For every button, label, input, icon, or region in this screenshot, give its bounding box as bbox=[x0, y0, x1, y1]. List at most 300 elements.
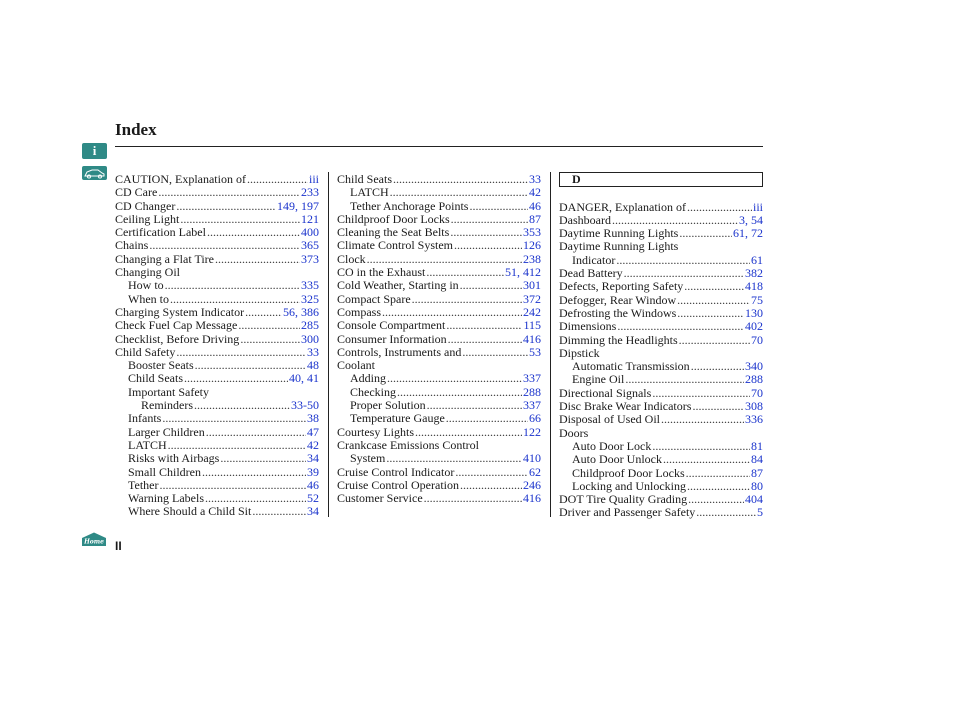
index-entry-term: Defogger, Rear Window bbox=[559, 292, 677, 307]
index-entry-term: Small Children bbox=[128, 464, 201, 479]
index-entry-term: Tether Anchorage Points bbox=[350, 198, 469, 213]
index-entry-term: Cruise Control Indicator bbox=[337, 464, 455, 479]
index-entry-page-link[interactable]: 337 bbox=[523, 371, 541, 386]
leader-dots bbox=[247, 173, 308, 186]
index-entry[interactable] bbox=[337, 399, 541, 412]
index-entry-term: Temperature Gauge bbox=[350, 411, 445, 426]
index-entry-term: Defrosting the Windows bbox=[559, 305, 677, 320]
leader-dots bbox=[170, 293, 300, 306]
car-icon[interactable] bbox=[82, 166, 107, 180]
title-rule bbox=[115, 146, 763, 147]
index-entry[interactable] bbox=[559, 227, 763, 240]
column-divider bbox=[550, 172, 551, 517]
index-entry[interactable] bbox=[559, 373, 763, 386]
index-entry[interactable] bbox=[337, 479, 541, 492]
index-entry[interactable] bbox=[337, 372, 541, 385]
index-entry-page-link[interactable]: 285 bbox=[301, 318, 319, 333]
leader-dots bbox=[684, 280, 744, 293]
index-entry[interactable] bbox=[559, 320, 763, 333]
leader-dots bbox=[451, 213, 528, 226]
index-entry[interactable] bbox=[337, 213, 541, 226]
index-entry[interactable] bbox=[115, 186, 319, 199]
index-entry[interactable] bbox=[559, 453, 763, 466]
index-entry[interactable] bbox=[559, 413, 763, 426]
index-entry bbox=[559, 240, 763, 253]
index-entry[interactable] bbox=[115, 426, 319, 439]
index-entry-term: Dashboard bbox=[559, 212, 611, 227]
leader-dots bbox=[616, 254, 750, 267]
index-entry-page-link[interactable]: 122 bbox=[523, 424, 541, 439]
index-entry[interactable] bbox=[115, 293, 319, 306]
leader-dots bbox=[460, 479, 522, 492]
index-entry-page-link[interactable]: iii bbox=[308, 172, 319, 186]
index-entry[interactable] bbox=[115, 213, 319, 226]
index-entry[interactable] bbox=[115, 492, 319, 505]
index-entry[interactable] bbox=[559, 307, 763, 320]
leader-dots bbox=[158, 186, 300, 199]
leader-dots bbox=[687, 480, 750, 493]
index-entry-term: CO in the Exhaust bbox=[337, 265, 426, 280]
index-entry-term: Infants bbox=[128, 411, 162, 426]
index-entry-page-link[interactable]: 62 bbox=[529, 464, 541, 479]
column-divider bbox=[328, 172, 329, 517]
index-entry[interactable] bbox=[115, 333, 319, 346]
index-entry-term: Changing a Flat Tire bbox=[115, 251, 215, 266]
index-entry-term: LATCH bbox=[350, 185, 389, 200]
index-entry-term: Cleaning the Seat Belts bbox=[337, 225, 450, 240]
leader-dots bbox=[426, 266, 504, 279]
index-entry-page-link[interactable]: 80 bbox=[751, 478, 763, 493]
index-entry-term: Doors bbox=[559, 425, 589, 440]
home-label: Home bbox=[84, 538, 104, 546]
section-letter-d: D bbox=[559, 172, 763, 187]
index-entry[interactable] bbox=[337, 492, 541, 505]
index-entry-page-link[interactable]: 308 bbox=[745, 399, 763, 414]
index-entry-page-link[interactable]: 340 bbox=[745, 359, 763, 374]
index-entry[interactable] bbox=[115, 412, 319, 425]
index-entry-term: Dead Battery bbox=[559, 266, 623, 281]
leader-dots bbox=[455, 466, 528, 479]
index-entry-page-link[interactable]: 39 bbox=[307, 464, 319, 479]
leader-dots bbox=[387, 372, 522, 385]
index-entry[interactable] bbox=[337, 253, 541, 266]
index-entry-page-link[interactable]: 130 bbox=[745, 305, 763, 320]
index-entry-term: Where Should a Child Sit bbox=[128, 504, 252, 519]
leader-dots bbox=[686, 467, 750, 480]
home-icon bbox=[81, 532, 107, 546]
index-entry-page-link[interactable]: 242 bbox=[523, 304, 541, 319]
index-entry[interactable] bbox=[115, 346, 319, 359]
index-entry-page-link[interactable]: 300 bbox=[301, 331, 319, 346]
index-entry-page-link[interactable]: 42 bbox=[529, 185, 541, 200]
index-entry-term: Indicator bbox=[572, 252, 616, 267]
index-entry-page-link[interactable]: 400 bbox=[301, 225, 319, 240]
index-entry-term: System bbox=[350, 451, 386, 466]
index-entry[interactable] bbox=[115, 200, 319, 213]
index-entry-page-link[interactable]: 337 bbox=[523, 398, 541, 413]
index-entry[interactable] bbox=[115, 399, 319, 412]
index-entry-page-link[interactable]: 410 bbox=[523, 451, 541, 466]
index-entry-page-link[interactable]: 34 bbox=[307, 504, 319, 519]
index-entry-term: Risks with Airbags bbox=[128, 451, 220, 466]
index-entry-page-link[interactable]: 301 bbox=[523, 278, 541, 293]
index-entry[interactable] bbox=[337, 386, 541, 399]
index-entry-page-link[interactable]: 52 bbox=[307, 491, 319, 506]
index-entry[interactable] bbox=[559, 400, 763, 413]
index-entry-page-link[interactable]: 75 bbox=[751, 292, 763, 307]
index-entry[interactable] bbox=[115, 226, 319, 239]
index-entry[interactable] bbox=[337, 200, 541, 213]
index-entry[interactable] bbox=[559, 214, 763, 227]
leader-dots bbox=[446, 319, 522, 332]
index-entry-page-link[interactable]: 61, 72 bbox=[733, 226, 763, 241]
index-entry-term: Cold Weather, Starting in bbox=[337, 278, 459, 293]
index-entry[interactable] bbox=[337, 293, 541, 306]
index-entry-page-link[interactable]: 34 bbox=[307, 451, 319, 466]
index-entry[interactable] bbox=[559, 387, 763, 400]
index-entry-term: Ceiling Light bbox=[115, 211, 180, 226]
index-entry-page-link[interactable]: 288 bbox=[745, 372, 763, 387]
leader-dots bbox=[165, 279, 300, 292]
leader-dots bbox=[207, 226, 300, 239]
leader-dots bbox=[205, 492, 306, 505]
leader-dots bbox=[661, 413, 744, 426]
index-entry-page-link[interactable]: 61 bbox=[751, 252, 763, 267]
leader-dots bbox=[202, 466, 306, 479]
index-entry-page-link[interactable]: 149, 197 bbox=[277, 198, 319, 213]
leader-dots bbox=[692, 400, 744, 413]
index-entry-term: Daytime Running Lights bbox=[559, 226, 679, 241]
leader-dots bbox=[240, 333, 300, 346]
index-column-2 bbox=[337, 173, 541, 505]
index-entry-term: How to bbox=[128, 278, 164, 293]
home-button[interactable] bbox=[81, 532, 107, 546]
index-entry-term: Engine Oil bbox=[572, 372, 625, 387]
index-entry-page-link[interactable]: 40, 41 bbox=[289, 371, 319, 386]
leader-dots bbox=[679, 227, 732, 240]
index-entry[interactable] bbox=[337, 186, 541, 199]
index-entry-page-link[interactable]: 33 bbox=[529, 172, 541, 186]
leader-dots bbox=[159, 479, 306, 492]
index-entry[interactable] bbox=[337, 266, 541, 279]
index-entry-term: Checklist, Before Driving bbox=[115, 331, 240, 346]
index-entry[interactable] bbox=[115, 372, 319, 385]
index-entry[interactable] bbox=[559, 254, 763, 267]
index-entry-page-link[interactable]: 84 bbox=[751, 452, 763, 467]
index-entry-page-link[interactable]: 81 bbox=[751, 438, 763, 453]
leader-dots bbox=[176, 346, 306, 359]
page-number: II bbox=[115, 539, 122, 553]
index-entry-term: Automatic Transmission bbox=[572, 359, 690, 374]
leader-dots bbox=[386, 452, 522, 465]
index-entry-term: Warning Labels bbox=[128, 491, 205, 506]
index-entry-page-link[interactable]: 38 bbox=[307, 411, 319, 426]
index-entry-page-link[interactable]: 47 bbox=[307, 424, 319, 439]
leader-dots bbox=[245, 306, 282, 319]
index-entry[interactable] bbox=[115, 279, 319, 292]
index-entry[interactable] bbox=[337, 466, 541, 479]
index-entry[interactable] bbox=[115, 306, 319, 319]
index-entry-term: Dimensions bbox=[559, 319, 617, 334]
index-entry[interactable] bbox=[559, 480, 763, 493]
index-entry[interactable] bbox=[559, 506, 763, 519]
index-entry-term: Crankcase Emissions Control bbox=[337, 437, 479, 452]
index-entry[interactable] bbox=[337, 226, 541, 239]
index-entry-term: Child Seats bbox=[128, 371, 184, 386]
leader-dots bbox=[679, 334, 750, 347]
index-entry-page-link[interactable]: 87 bbox=[751, 465, 763, 480]
index-entry-page-link[interactable]: 33-50 bbox=[291, 398, 319, 413]
index-entry-page-link[interactable]: 70 bbox=[751, 332, 763, 347]
index-entry[interactable] bbox=[559, 467, 763, 480]
index-entry[interactable] bbox=[115, 239, 319, 252]
leader-dots bbox=[194, 399, 290, 412]
index-entry[interactable] bbox=[337, 306, 541, 319]
index-entry-page-link[interactable]: 121 bbox=[301, 211, 319, 226]
index-entry-term: CD Care bbox=[115, 185, 158, 200]
index-entry[interactable] bbox=[115, 466, 319, 479]
leader-dots bbox=[252, 505, 306, 518]
index-entry-page-link[interactable]: 335 bbox=[301, 278, 319, 293]
index-entry-term: Console Compartment bbox=[337, 318, 446, 333]
page-title: Index bbox=[115, 120, 157, 139]
index-entry[interactable] bbox=[337, 173, 541, 186]
index-entry-page-link[interactable]: 353 bbox=[523, 225, 541, 240]
index-entry[interactable] bbox=[337, 319, 541, 332]
index-entry-term: Charging System Indicator bbox=[115, 304, 245, 319]
index-entry bbox=[559, 347, 763, 360]
index-entry[interactable] bbox=[559, 280, 763, 293]
index-column-3-entries bbox=[559, 201, 763, 520]
index-entry-page-link[interactable]: 126 bbox=[523, 238, 541, 253]
index-entry-page-link[interactable]: 404 bbox=[745, 492, 763, 507]
index-entry bbox=[115, 386, 319, 399]
leader-dots bbox=[393, 173, 528, 186]
leader-dots bbox=[220, 452, 306, 465]
index-entry[interactable] bbox=[337, 426, 541, 439]
index-entry-page-link[interactable]: 373 bbox=[301, 251, 319, 266]
leader-dots bbox=[168, 439, 306, 452]
index-entry[interactable] bbox=[559, 493, 763, 506]
index-entry-page-link[interactable]: 288 bbox=[523, 384, 541, 399]
index-entry-term: DANGER, Explanation of bbox=[559, 199, 686, 214]
leader-dots bbox=[454, 239, 522, 252]
index-entry[interactable] bbox=[337, 412, 541, 425]
index-entry-term: Clock bbox=[337, 251, 366, 266]
index-entry-term: Childproof Door Locks bbox=[337, 211, 450, 226]
index-entry-term: Reminders bbox=[141, 398, 193, 413]
leader-dots bbox=[469, 200, 528, 213]
leader-dots bbox=[206, 426, 306, 439]
leader-dots bbox=[367, 253, 522, 266]
leader-dots bbox=[677, 294, 750, 307]
index-entry-term: Coolant bbox=[337, 358, 375, 373]
leader-dots bbox=[652, 387, 750, 400]
index-entry bbox=[115, 266, 319, 279]
index-entry-term: Controls, Instruments and bbox=[337, 344, 462, 359]
index-entry-term: Customer Service bbox=[337, 491, 423, 506]
index-entry-term: Driver and Passenger Safety bbox=[559, 505, 696, 520]
leader-dots bbox=[687, 201, 752, 214]
index-entry-term: Important Safety bbox=[128, 384, 209, 399]
index-entry-term: DOT Tire Quality Grading bbox=[559, 492, 688, 507]
leader-dots bbox=[427, 399, 522, 412]
info-icon[interactable]: i bbox=[82, 143, 107, 159]
index-entry-page-link[interactable]: 115 bbox=[523, 318, 541, 333]
index-entry-page-link[interactable]: 70 bbox=[751, 385, 763, 400]
leader-dots bbox=[677, 307, 744, 320]
index-entry-term: Certification Label bbox=[115, 225, 206, 240]
leader-dots bbox=[215, 253, 300, 266]
index-entry-term: Disposal of Used Oil bbox=[559, 412, 660, 427]
leader-dots bbox=[450, 226, 522, 239]
leader-dots bbox=[696, 506, 756, 519]
leader-dots bbox=[460, 279, 522, 292]
leader-dots bbox=[424, 492, 522, 505]
index-entry-page-link[interactable]: 46 bbox=[529, 198, 541, 213]
leader-dots bbox=[162, 412, 306, 425]
index-entry-page-link[interactable]: 42 bbox=[307, 437, 319, 452]
index-entry-page-link[interactable]: 56, 386 bbox=[283, 304, 319, 319]
index-column-1 bbox=[115, 173, 319, 519]
index-entry[interactable] bbox=[559, 267, 763, 280]
index-entry[interactable] bbox=[115, 479, 319, 492]
index-entry-term: Changing Oil bbox=[115, 265, 180, 280]
index-entry bbox=[337, 439, 541, 452]
index-entry[interactable] bbox=[115, 173, 319, 186]
index-entry-page-link[interactable]: 416 bbox=[523, 331, 541, 346]
leader-dots bbox=[624, 267, 744, 280]
leader-dots bbox=[612, 214, 738, 227]
index-entry[interactable] bbox=[559, 294, 763, 307]
index-entry-term: Check Fuel Cap Message bbox=[115, 318, 238, 333]
index-entry-term: Child Safety bbox=[115, 344, 176, 359]
leader-dots bbox=[195, 359, 306, 372]
index-entry[interactable] bbox=[337, 239, 541, 252]
index-entry-page-link[interactable]: 382 bbox=[745, 266, 763, 281]
index-entry-page-link[interactable]: 66 bbox=[529, 411, 541, 426]
index-entry-term: Compass bbox=[337, 304, 382, 319]
index-entry-term: Daytime Running Lights bbox=[559, 239, 679, 254]
leader-dots bbox=[462, 346, 528, 359]
index-entry-term: Directional Signals bbox=[559, 385, 652, 400]
index-entry-term: Tether bbox=[128, 477, 159, 492]
leader-dots bbox=[448, 333, 522, 346]
index-entry-term: Booster Seats bbox=[128, 358, 194, 373]
index-entry-page-link[interactable]: 87 bbox=[529, 211, 541, 226]
index-entry-page-link[interactable]: 3, 54 bbox=[739, 212, 763, 227]
index-entry-term: Auto Door Unlock bbox=[572, 452, 662, 467]
index-entry-term: CD Changer bbox=[115, 198, 176, 213]
index-entry-page-link[interactable]: 336 bbox=[745, 412, 763, 427]
index-entry-page-link[interactable]: 402 bbox=[745, 319, 763, 334]
index-entry-term: Auto Door Lock bbox=[572, 438, 652, 453]
index-entry-term: Climate Control System bbox=[337, 238, 453, 253]
index-entry-term: Compact Spare bbox=[337, 291, 411, 306]
index-entry-term: Cruise Control Operation bbox=[337, 477, 459, 492]
index-entry-page-link[interactable]: 46 bbox=[307, 477, 319, 492]
index-entry-term: When to bbox=[128, 291, 169, 306]
index-entry-page-link[interactable]: 48 bbox=[307, 358, 319, 373]
leader-dots bbox=[184, 372, 288, 385]
index-entry-term: Locking and Unlocking bbox=[572, 478, 686, 493]
index-entry[interactable] bbox=[337, 346, 541, 359]
index-entry-page-link[interactable]: 33 bbox=[307, 344, 319, 359]
index-entry-term: Defects, Reporting Safety bbox=[559, 279, 684, 294]
leader-dots bbox=[176, 200, 276, 213]
index-entry bbox=[559, 427, 763, 440]
leader-dots bbox=[663, 453, 750, 466]
index-entry-page-link[interactable]: 246 bbox=[523, 477, 541, 492]
index-entry-term: Chains bbox=[115, 238, 149, 253]
index-entry-term: Consumer Information bbox=[337, 331, 447, 346]
index-entry-term: Courtesy Lights bbox=[337, 424, 414, 439]
index-entry[interactable] bbox=[559, 360, 763, 373]
index-entry[interactable] bbox=[115, 452, 319, 465]
leader-dots bbox=[382, 306, 522, 319]
index-entry-term: LATCH bbox=[128, 437, 167, 452]
index-entry-term: Checking bbox=[350, 384, 396, 399]
leader-dots bbox=[446, 412, 528, 425]
leader-dots bbox=[149, 239, 300, 252]
index-entry-page-link[interactable]: 51, 412 bbox=[505, 265, 541, 280]
leader-dots bbox=[652, 440, 750, 453]
index-entry[interactable] bbox=[337, 279, 541, 292]
index-entry-term: Proper Solution bbox=[350, 398, 426, 413]
leader-dots bbox=[691, 360, 744, 373]
index-entry-page-link[interactable]: 416 bbox=[523, 491, 541, 506]
index-entry[interactable] bbox=[115, 505, 319, 518]
index-entry-term: Larger Children bbox=[128, 424, 205, 439]
index-entry bbox=[337, 359, 541, 372]
index-entry[interactable] bbox=[115, 439, 319, 452]
index-entry-page-link[interactable]: 233 bbox=[301, 185, 319, 200]
index-column-3 bbox=[559, 173, 763, 520]
leader-dots bbox=[238, 319, 300, 332]
index-entry-page-link[interactable]: 5 bbox=[757, 505, 763, 520]
index-entry-term: Childproof Door Locks bbox=[572, 465, 685, 480]
index-entry[interactable] bbox=[559, 201, 763, 214]
index-entry[interactable] bbox=[337, 452, 541, 465]
index-entry[interactable] bbox=[115, 253, 319, 266]
index-entry[interactable] bbox=[559, 334, 763, 347]
leader-dots bbox=[397, 386, 522, 399]
index-entry-term: CAUTION, Explanation of bbox=[115, 172, 246, 186]
index-entry[interactable] bbox=[115, 319, 319, 332]
leader-dots bbox=[412, 293, 522, 306]
index-entry-page-link[interactable]: 372 bbox=[523, 291, 541, 306]
leader-dots bbox=[415, 426, 522, 439]
index-entry-page-link[interactable]: 238 bbox=[523, 251, 541, 266]
index-entry-page-link[interactable]: iii bbox=[752, 199, 763, 214]
index-entry-page-link[interactable]: 53 bbox=[529, 344, 541, 359]
leader-dots bbox=[390, 186, 528, 199]
index-entry[interactable] bbox=[337, 333, 541, 346]
index-entry-page-link[interactable]: 365 bbox=[301, 238, 319, 253]
leader-dots bbox=[617, 320, 744, 333]
index-entry-term: Adding bbox=[350, 371, 386, 386]
car-glyph-icon bbox=[82, 166, 107, 180]
index-entry[interactable] bbox=[115, 359, 319, 372]
leader-dots bbox=[180, 213, 300, 226]
index-entry-page-link[interactable]: 325 bbox=[301, 291, 319, 306]
index-entry-term: Disc Brake Wear Indicators bbox=[559, 399, 692, 414]
index-entry[interactable] bbox=[559, 440, 763, 453]
index-entry-term: Dipstick bbox=[559, 345, 600, 360]
leader-dots bbox=[625, 373, 744, 386]
index-entry-term: Dimming the Headlights bbox=[559, 332, 678, 347]
index-entry-page-link[interactable]: 418 bbox=[745, 279, 763, 294]
